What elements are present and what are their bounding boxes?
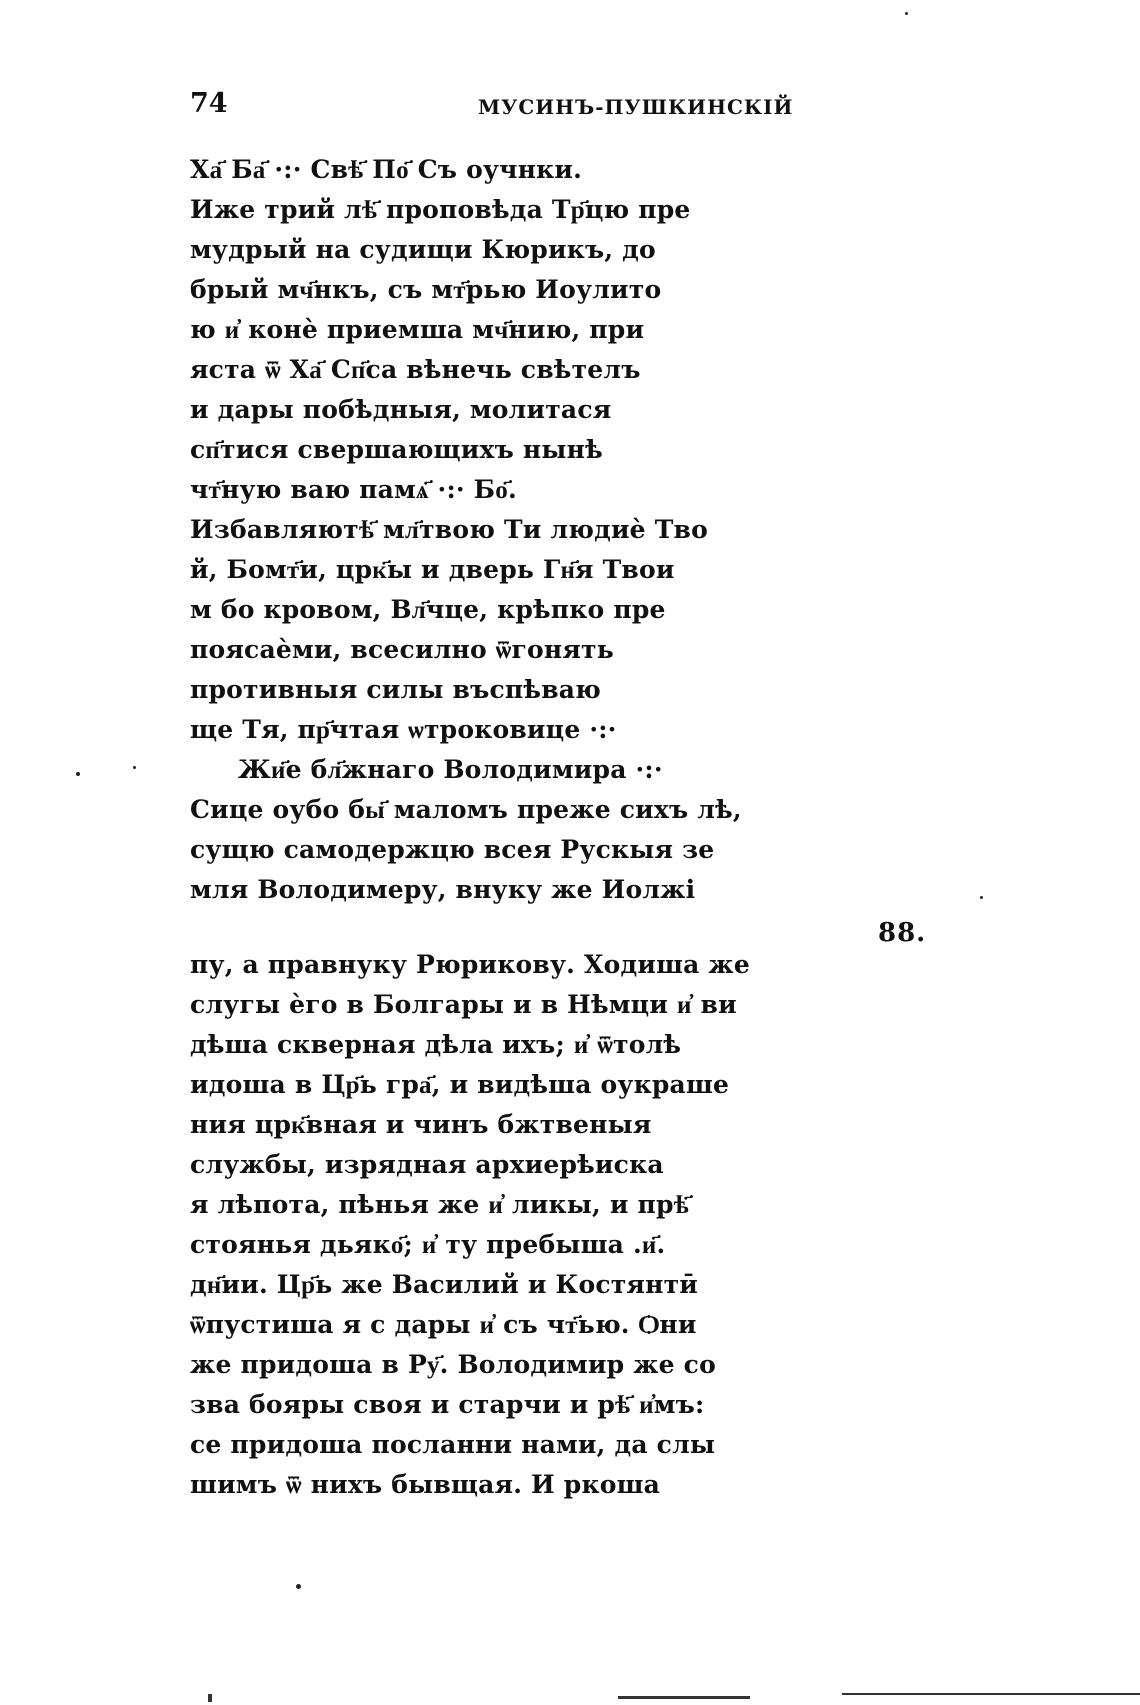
line-text: м бо кровом, Вл҃чце, крѣпко пре — [190, 595, 666, 624]
line-text: Иже трий лѣ҃ проповѣда Тр҃цю пре — [190, 195, 691, 224]
line-text: слугы ѐго в Болгары и в Нѣмци и҆ ви — [190, 990, 737, 1019]
scan-speck — [905, 12, 908, 15]
line-text: пу, а правнуку Рюрикову. Ходиша же — [190, 950, 750, 979]
line-text: дѣша скверная дѣла ихъ; и҆ ѿтолѣ — [190, 1030, 682, 1059]
line-text: брый мч҃нкъ, съ мт҃рью Иоулито — [190, 275, 662, 304]
line-text: ще Тя, пр҃чтая ѡтроковице ·:· — [190, 715, 617, 744]
line-text: Избавляютѣ҃ мл҃твою Ти людиѐ Тво — [190, 515, 708, 544]
scan-speck — [133, 766, 136, 769]
page-number: 74 — [190, 88, 228, 119]
line-text: дн҃ии. Цр҃ь же Василий и Костянтӣ — [190, 1270, 699, 1299]
line-text: яста ѿ Ха҃ Сп҃са вѣнечь свѣтелъ — [190, 355, 641, 384]
line-text: се придоша посланни нами, да слы — [190, 1430, 716, 1459]
line-text: сп҃тися свершающихъ нынѣ — [190, 435, 603, 464]
line-text: идоша в Цр҃ь гра҃, и видѣша оукраше — [190, 1070, 730, 1099]
running-title: МУСИНЪ-ПУШКИНСКІЙ — [478, 95, 794, 119]
line-text: я лѣпота, пѣнья же и҆ ликы, и прѣ҃ — [190, 1190, 689, 1219]
line-text: Сице оубо бы҃ маломъ преже сихъ лѣ, — [190, 795, 742, 824]
line-text: же придоша в Ру҃. Володимир же со — [190, 1350, 716, 1379]
line-text: службы, изрядная архиерѣиска — [190, 1150, 664, 1179]
line-text: зва бояры своя и старчи и рѣ҃ и҆мъ: — [190, 1390, 705, 1419]
line-text: и дары побѣдныя, молитася — [190, 395, 612, 424]
line-text: стоянья дьяко҃; и҆ ту пребыша .и҃. — [190, 1230, 666, 1259]
scan-speck — [296, 1584, 301, 1589]
scan-edge-mark — [208, 1694, 212, 1702]
line-text: мля Володимеру, внуку же Иолжі — [190, 875, 696, 904]
scan-edge-line — [618, 1696, 750, 1699]
line-text: ѿпустиша я с дары и҆ съ чт҃ью. Ѻни — [190, 1310, 697, 1339]
scan-edge-line — [842, 1693, 1140, 1695]
scan-speck — [980, 896, 983, 899]
line-text: мудрый на судищи Кюрикъ, до — [190, 235, 656, 264]
line-text: чт҃ную ваю памѧ҃ ·:· Бо҃. — [190, 475, 517, 504]
line-text: противныя силы въспѣваю — [190, 675, 601, 704]
line-text: поясаѐми, всесилно ѿгонять — [190, 635, 614, 664]
line-text: ю и҆ конѐ приемша мч҃нию, при — [190, 315, 645, 344]
scan-speck — [76, 772, 80, 776]
line-text: Ха҃ Ба҃ ·:· Свѣ҃ По҃ Съ оучнки. — [190, 155, 583, 184]
line-text: шимъ ѿ нихъ бывщая. И ркоша — [190, 1470, 661, 1499]
line-text: ния црк҃вная и чинъ бжтвеныя — [190, 1110, 652, 1139]
line-text: й, Бомт҃и, црк҃ы и дверь Гн҃я Твои — [190, 555, 675, 584]
line-text: сущю самодержцю всея Рускыя зе — [190, 835, 715, 864]
line-text: Жи҃е бл҃жнаго Володимира ·:· — [238, 755, 663, 784]
folio-marker: 88. — [878, 918, 927, 948]
